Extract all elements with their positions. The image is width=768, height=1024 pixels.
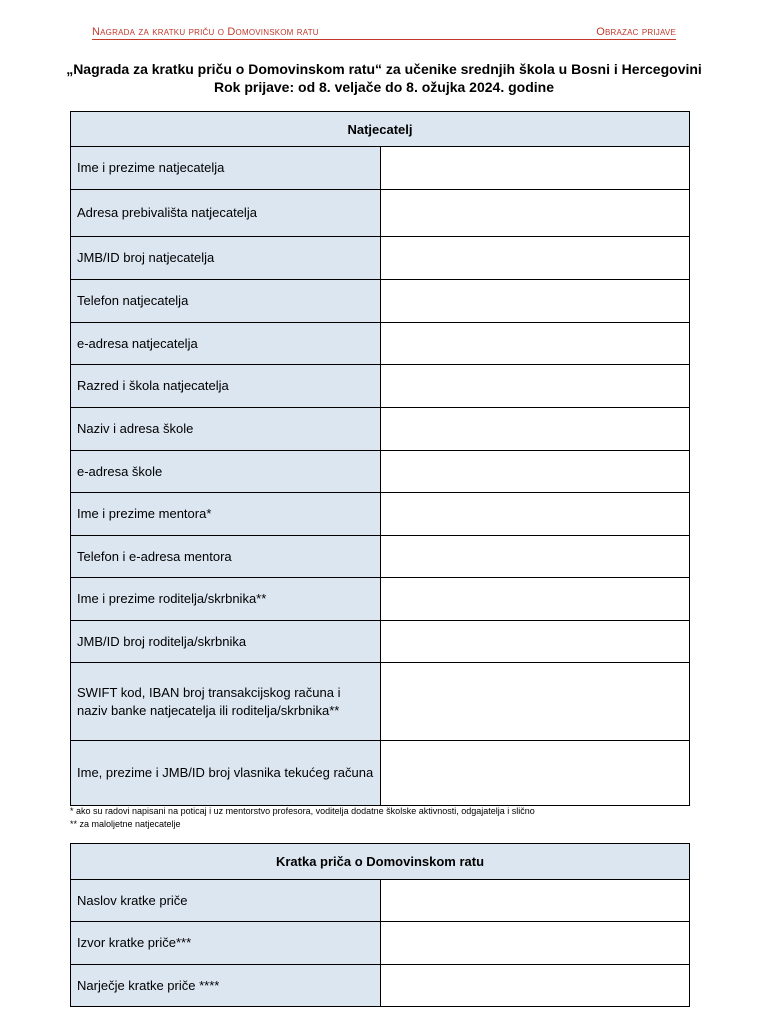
footnote-mentor: * ako su radovi napisani na poticaj i uz mentorstvo profesora, voditelja dodatne školske aktivnosti, odgajatelja i slično	[70, 806, 535, 816]
story-dialect-field[interactable]	[380, 965, 690, 1007]
story-source-field[interactable]	[380, 922, 690, 965]
title-line-2: Rok prijave: od 8. veljače do 8. ožujka 2024. godine	[213, 79, 554, 95]
contestant-table-heading: Natjecatelj	[71, 112, 690, 147]
mentor-contact-field[interactable]	[380, 536, 690, 578]
story-table-heading: Kratka priča o Domovinskom ratu	[71, 844, 690, 880]
row-label: SWIFT kod, IBAN broj transakcijskog računa i naziv banke natjecatelja ili roditelja/skrbnika**	[71, 663, 381, 741]
footnotes	[70, 805, 535, 831]
row-label: Ime i prezime roditelja/skrbnika**	[71, 578, 381, 621]
row-label: Narječje kratke priče ****	[71, 965, 381, 1007]
school-name-address-field[interactable]	[380, 408, 690, 451]
row-label: Ime, prezime i JMB/ID broj vlasnika tekućeg računa	[71, 741, 381, 806]
row-label: JMB/ID broj natjecatelja	[71, 237, 381, 280]
guardian-name-field[interactable]	[380, 578, 690, 621]
page-header	[92, 26, 676, 40]
contestant-id-field[interactable]	[380, 237, 690, 280]
contestant-address-field[interactable]	[380, 190, 690, 237]
row-label: Ime i prezime mentora*	[71, 493, 381, 536]
contestant-name-field[interactable]	[380, 147, 690, 190]
row-label: Adresa prebivališta natjecatelja	[71, 190, 381, 237]
row-label: Telefon natjecatelja	[71, 280, 381, 323]
row-label: e-adresa natjecatelja	[71, 323, 381, 365]
document-title	[40, 60, 728, 96]
story-title-field[interactable]	[380, 880, 690, 922]
title-line-1: „Nagrada za kratku priču o Domovinskom ratu“ za učenike srednjih škola u Bosni i Hercegovini	[66, 61, 702, 77]
row-label: Telefon i e-adresa mentora	[71, 536, 381, 578]
row-label: JMB/ID broj roditelja/skrbnika	[71, 621, 381, 663]
row-label: e-adresa škole	[71, 451, 381, 493]
header-right-text: Obrazac prijave	[596, 26, 676, 38]
mentor-name-field[interactable]	[380, 493, 690, 536]
contestant-phone-field[interactable]	[380, 280, 690, 323]
guardian-id-field[interactable]	[380, 621, 690, 663]
school-email-field[interactable]	[380, 451, 690, 493]
row-label: Naziv i adresa škole	[71, 408, 381, 451]
account-owner-field[interactable]	[380, 741, 690, 806]
header-left-text: Nagrada za kratku priču o Domovinskom ratu	[92, 26, 319, 38]
row-label: Ime i prezime natjecatelja	[71, 147, 381, 190]
footnote-minors: ** za maloljetne natjecatelje	[70, 819, 181, 829]
story-table	[70, 843, 690, 1007]
contestant-email-field[interactable]	[380, 323, 690, 365]
bank-account-field[interactable]	[380, 663, 690, 741]
row-label: Naslov kratke priče	[71, 880, 381, 922]
row-label: Izvor kratke priče***	[71, 922, 381, 965]
contestant-table	[70, 111, 690, 806]
row-label: Razred i škola natjecatelja	[71, 365, 381, 408]
contestant-class-school-field[interactable]	[380, 365, 690, 408]
